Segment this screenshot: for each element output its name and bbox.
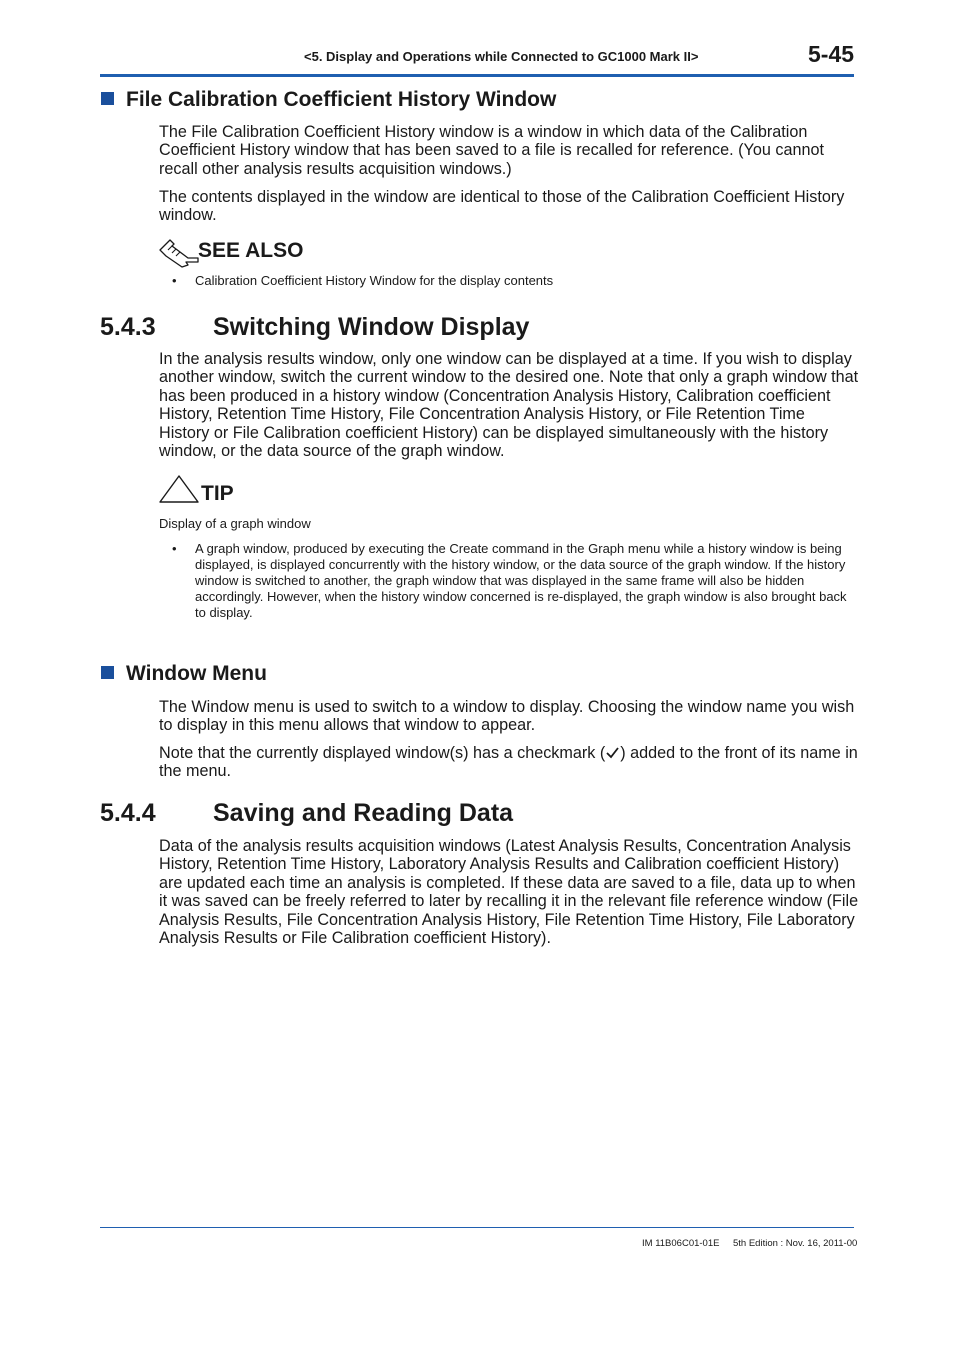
tip-item: A graph window, produced by executing the Create command in the Graph menu while a history window is being displayed, is displayed concurrently with the history window, or the data source of the graph window. If the history window is switched to another, the graph window that was displayed in the same frame will also be hidden accordingly. However, when the history window concerned is re-displayed, the graph window is also brought back to display. <box>195 541 847 620</box>
running-header: <5. Display and Operations while Connected to GC1000 Mark II> <box>304 49 699 64</box>
see-also-bullet: • <box>172 273 177 288</box>
tip-title: TIP <box>201 482 234 505</box>
section-title-text: Saving and Reading Data <box>213 799 514 827</box>
window-menu-paragraph-1: The Window menu is used to switch to a window to display. Choosing the window name you wish to display in this menu allows that window to appear. <box>159 698 855 735</box>
p2-before: Note that the currently displayed window(s) has a checkmark ( <box>159 744 606 762</box>
tip-subtitle: Display of a graph window <box>159 516 311 531</box>
section-title-saving <box>100 799 513 828</box>
heading-text: File Calibration Coefficient History Window <box>126 88 557 111</box>
header-rule <box>100 74 854 77</box>
section-heading-window-menu <box>101 662 267 686</box>
file-cal-paragraph-1: The File Calibration Coefficient History window is a window in which data of the Calibration Coefficient History window that has been saved to a file is recalled for reference. (You cannot recall other analysis results acquisition windows.) <box>159 123 824 178</box>
tip-bullet: • <box>172 541 177 556</box>
pointing-hand-icon <box>158 236 202 270</box>
heading-text: Window Menu <box>126 662 267 685</box>
window-menu-paragraph-2 <box>159 744 859 781</box>
page-number: 5-45 <box>808 41 855 67</box>
see-also-link[interactable]: Calibration Coefficient History Window for the display contents <box>195 273 554 288</box>
warning-triangle-icon <box>158 474 202 504</box>
section-title-switching <box>100 313 529 342</box>
switching-paragraph: In the analysis results window, only one window can be displayed at a time. If you wish to display another window, switch the current window to the desired one. Note that only a graph window that has been produced in a history window (Concentration Analysis History, Calibration coefficient History, Retention Time History, File Concentration Analysis History, or File Retention Time History or File Calibration coefficient History) can be displayed simultaneously with the history window, or the data source of the graph window. <box>159 350 859 461</box>
square-bullet-icon <box>101 666 114 679</box>
section-title-text: Switching Window Display <box>213 313 530 341</box>
checkmark-icon <box>605 745 620 758</box>
saving-paragraph: Data of the analysis results acquisition windows (Latest Analysis Results, Concentration Analysis History, Retention Time History, Laboratory Analysis Results and Calibration coefficient History) are updated each time an analysis is completed. If these data are saved to a file, data up to when it was saved can be freely referred to later by recalling it in the relevant file reference window (File Analysis Results, File Concentration Analysis History, File Retention Time History, File Laboratory Analysis Results or File Calibration coefficient History). <box>159 837 859 948</box>
section-number: 5.4.4 <box>100 799 156 827</box>
p2-after: ) added to the front of its name in the menu. <box>159 744 858 781</box>
section-number: 5.4.3 <box>100 313 156 341</box>
edition-info: 5th Edition : Nov. 16, 2011-00 <box>733 1238 858 1249</box>
square-bullet-icon <box>101 92 114 105</box>
see-also-title: SEE ALSO <box>198 239 304 262</box>
document-id: IM 11B06C01-01E <box>642 1238 720 1249</box>
footer-rule <box>100 1227 854 1228</box>
file-cal-paragraph-2: The contents displayed in the window are identical to those of the Calibration Coefficient History window. <box>159 188 845 225</box>
section-heading-file-calibration <box>101 88 556 112</box>
